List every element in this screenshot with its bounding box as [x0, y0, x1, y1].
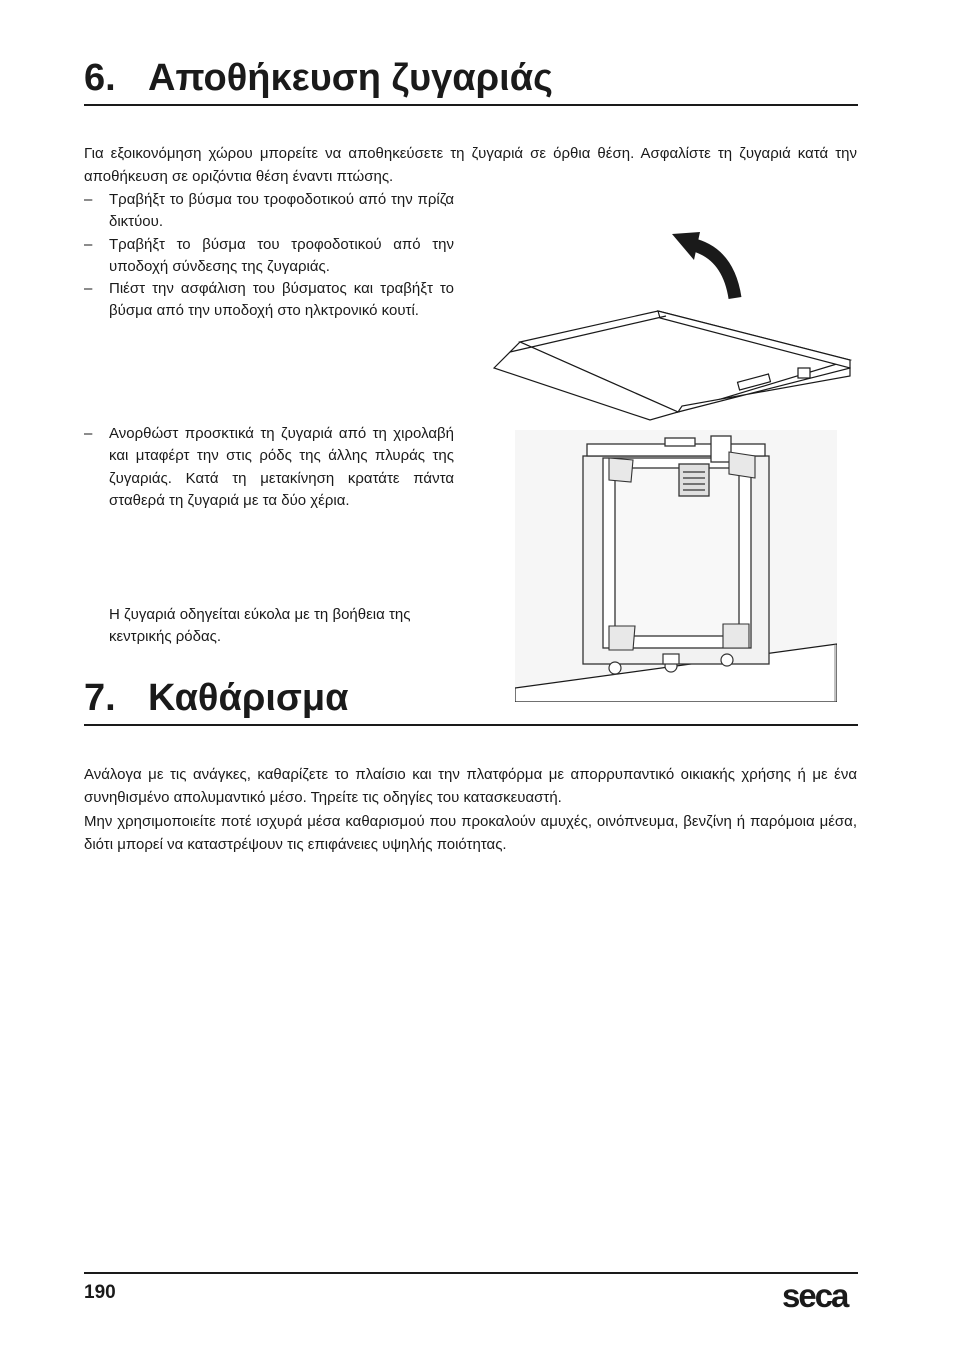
upright-scale-illustration	[515, 430, 837, 702]
section-6-heading	[84, 56, 858, 106]
scale-tilt-illustration	[490, 230, 860, 430]
list-item: – Τραβήξτ το βύσμα του τροφοδοτικού από την πρίζα δικτύου.	[84, 189, 454, 234]
section-7-paragraph-1: Ανάλογα με τις ανάγκες, καθαρίζετε το πλαίσιο και την πλατφόρμα με απορρυπαντικό οικιακής χρήσης ή με ένα συνηθισμένο απολυμαντικό μέσο. Τηρείτε τις οδηγίες του κατασκευαστή.	[84, 766, 857, 806]
svg-text:seca: seca	[782, 1277, 848, 1313]
section-7-number: 7.	[84, 677, 116, 719]
storage-steps-list	[84, 189, 454, 323]
footer-divider	[84, 1272, 858, 1274]
section-6-number: 6.	[84, 57, 116, 99]
center-wheel-note: Η ζυγαριά οδηγείται εύκολα με τη βοήθεια της κεντρικής ρόδας.	[109, 606, 411, 646]
section-7-paragraph-2: Μην χρησιμοποιείτε ποτέ ισχυρά μέσα καθαρισμού που προκαλούν αμυχές, οινόπνευμα, βενζίνη ή παρόμοια μέσα, διότι μπορεί να καταστρέψουν τις επιφάνειες υψηλής ποιότητας.	[84, 813, 857, 853]
page-number: 190	[84, 1282, 116, 1303]
curved-arrow-icon	[672, 232, 735, 298]
list-item: – Τραβήξτ το βύσμα του τροφοδοτικού από την υποδοχή σύνδεσης της ζυγαριάς.	[84, 234, 454, 279]
upright-steps-list	[84, 423, 454, 512]
section-6-intro: Για εξοικονόμηση χώρου μπορείτε να αποθηκεύσετε τη ζυγαριά σε όρθια θέση. Ασφαλίστε τη ζυγαριά κατά την αποθήκευση σε οριζόντια θέση έναντι πτώσης.	[84, 145, 857, 185]
section-7-heading	[84, 676, 858, 726]
scale-platform	[494, 311, 850, 420]
section-7-title: Καθάρισμα	[148, 677, 349, 719]
section-6-title: Αποθήκευση ζυγαριάς	[148, 57, 553, 99]
list-item: – Ανορθώστ προσκτικά τη ζυγαριά από τη χιρολαβή και μταφέρτ την στις ρόδς της άλλης πλυράς της ζυγαριάς. Κατά τη μετακίνηση κρατάτε πάντα σταθερά τη ζυγαριά με τα δύο χέρια.	[84, 423, 454, 512]
list-item: – Πιέστ την ασφάλιση του βύσματος και τραβήξτ το βύσμα από την υποδοχή στο ηλκτρονικό κουτί.	[84, 278, 454, 323]
seca-logo	[782, 1273, 858, 1313]
